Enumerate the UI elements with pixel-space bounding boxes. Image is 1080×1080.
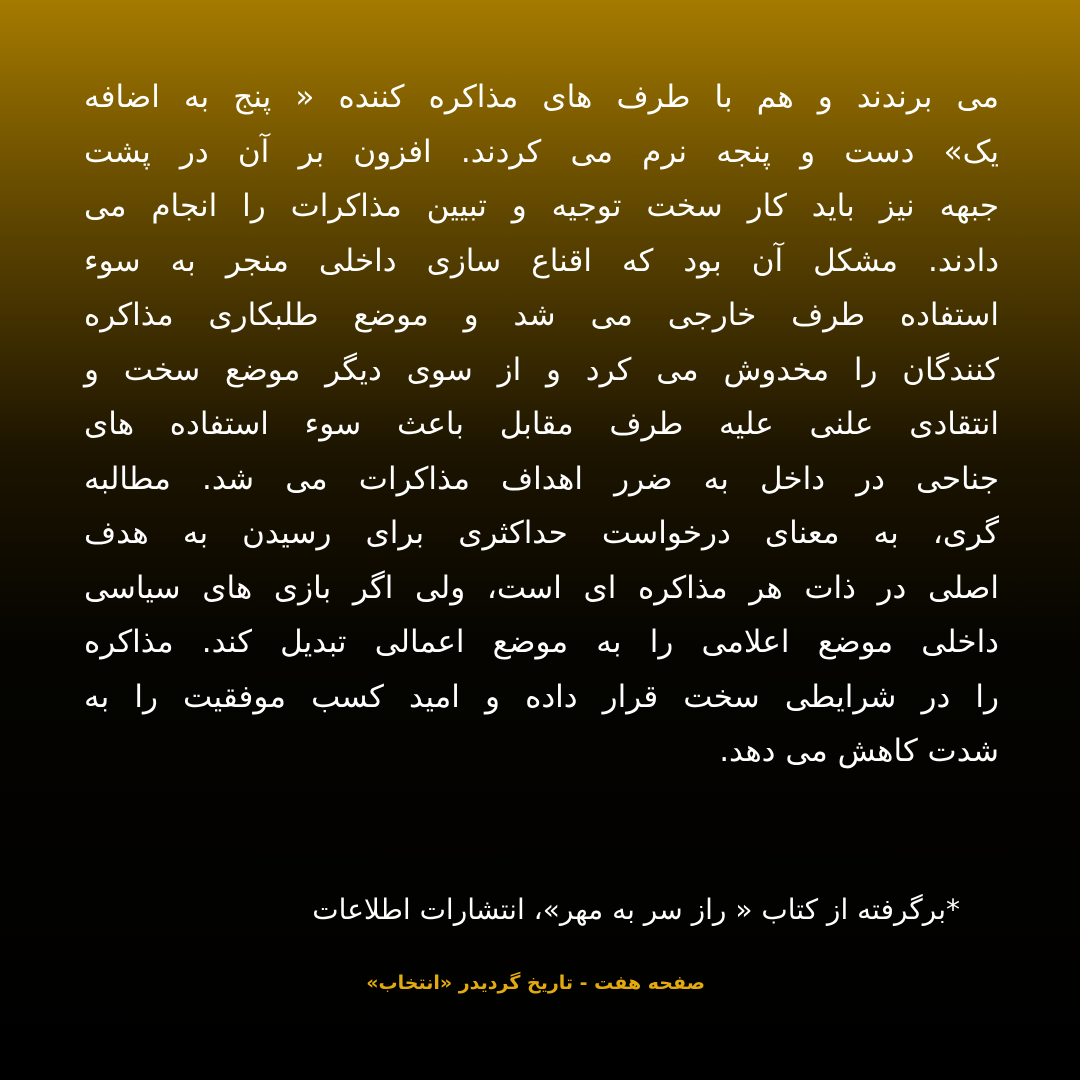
body-line: را در شرایطی سخت قرار داده و امید کسب موفقیت را به xyxy=(84,678,999,715)
body-line: جناحی در داخل به ضرر اهداف مذاکرات می شد. مطالبه xyxy=(84,460,999,497)
body-line: کنندگان را مخدوش می کرد و از سوی دیگر موضع سخت و xyxy=(84,351,999,388)
source-citation: *برگرفته از کتاب « راز سر به مهر»، انتشارات اطلاعات xyxy=(312,893,960,926)
body-line: یک» دست و پنجه نرم می کردند. افزون بر آن در پشت xyxy=(84,133,999,170)
body-line: اصلی در ذات هر مذاکره ای است، ولی اگر بازی های سیاسی xyxy=(84,569,999,606)
body-line: دادند. مشکل آن بود که اقناع سازی داخلی منجر به سوء xyxy=(84,242,999,279)
body-line: گری، به معنای درخواست حداکثری برای رسیدن به هدف xyxy=(84,515,999,551)
article-body xyxy=(84,70,999,779)
body-line: استفاده طرف خارجی می شد و موضع طلبکاری مذاکره xyxy=(84,297,999,333)
body-line: می برندند و هم با طرف های مذاکره کننده « پنج به اضافه xyxy=(84,79,999,115)
body-line: جبهه نیز باید کار سخت توجیه و تبیین مذاکرات را انجام می xyxy=(84,188,999,224)
body-line: انتقادی علنی علیه طرف مقابل باعث سوء استفاده های xyxy=(84,406,999,442)
body-line: داخلی موضع اعلامی را به موضع اعمالی تبدیل کند. مذاکره xyxy=(84,624,999,660)
body-line: شدت کاهش می دهد. xyxy=(719,733,999,769)
page-credit: صفحه هفت - تاریخ گردیدر «انتخاب» xyxy=(366,972,705,994)
